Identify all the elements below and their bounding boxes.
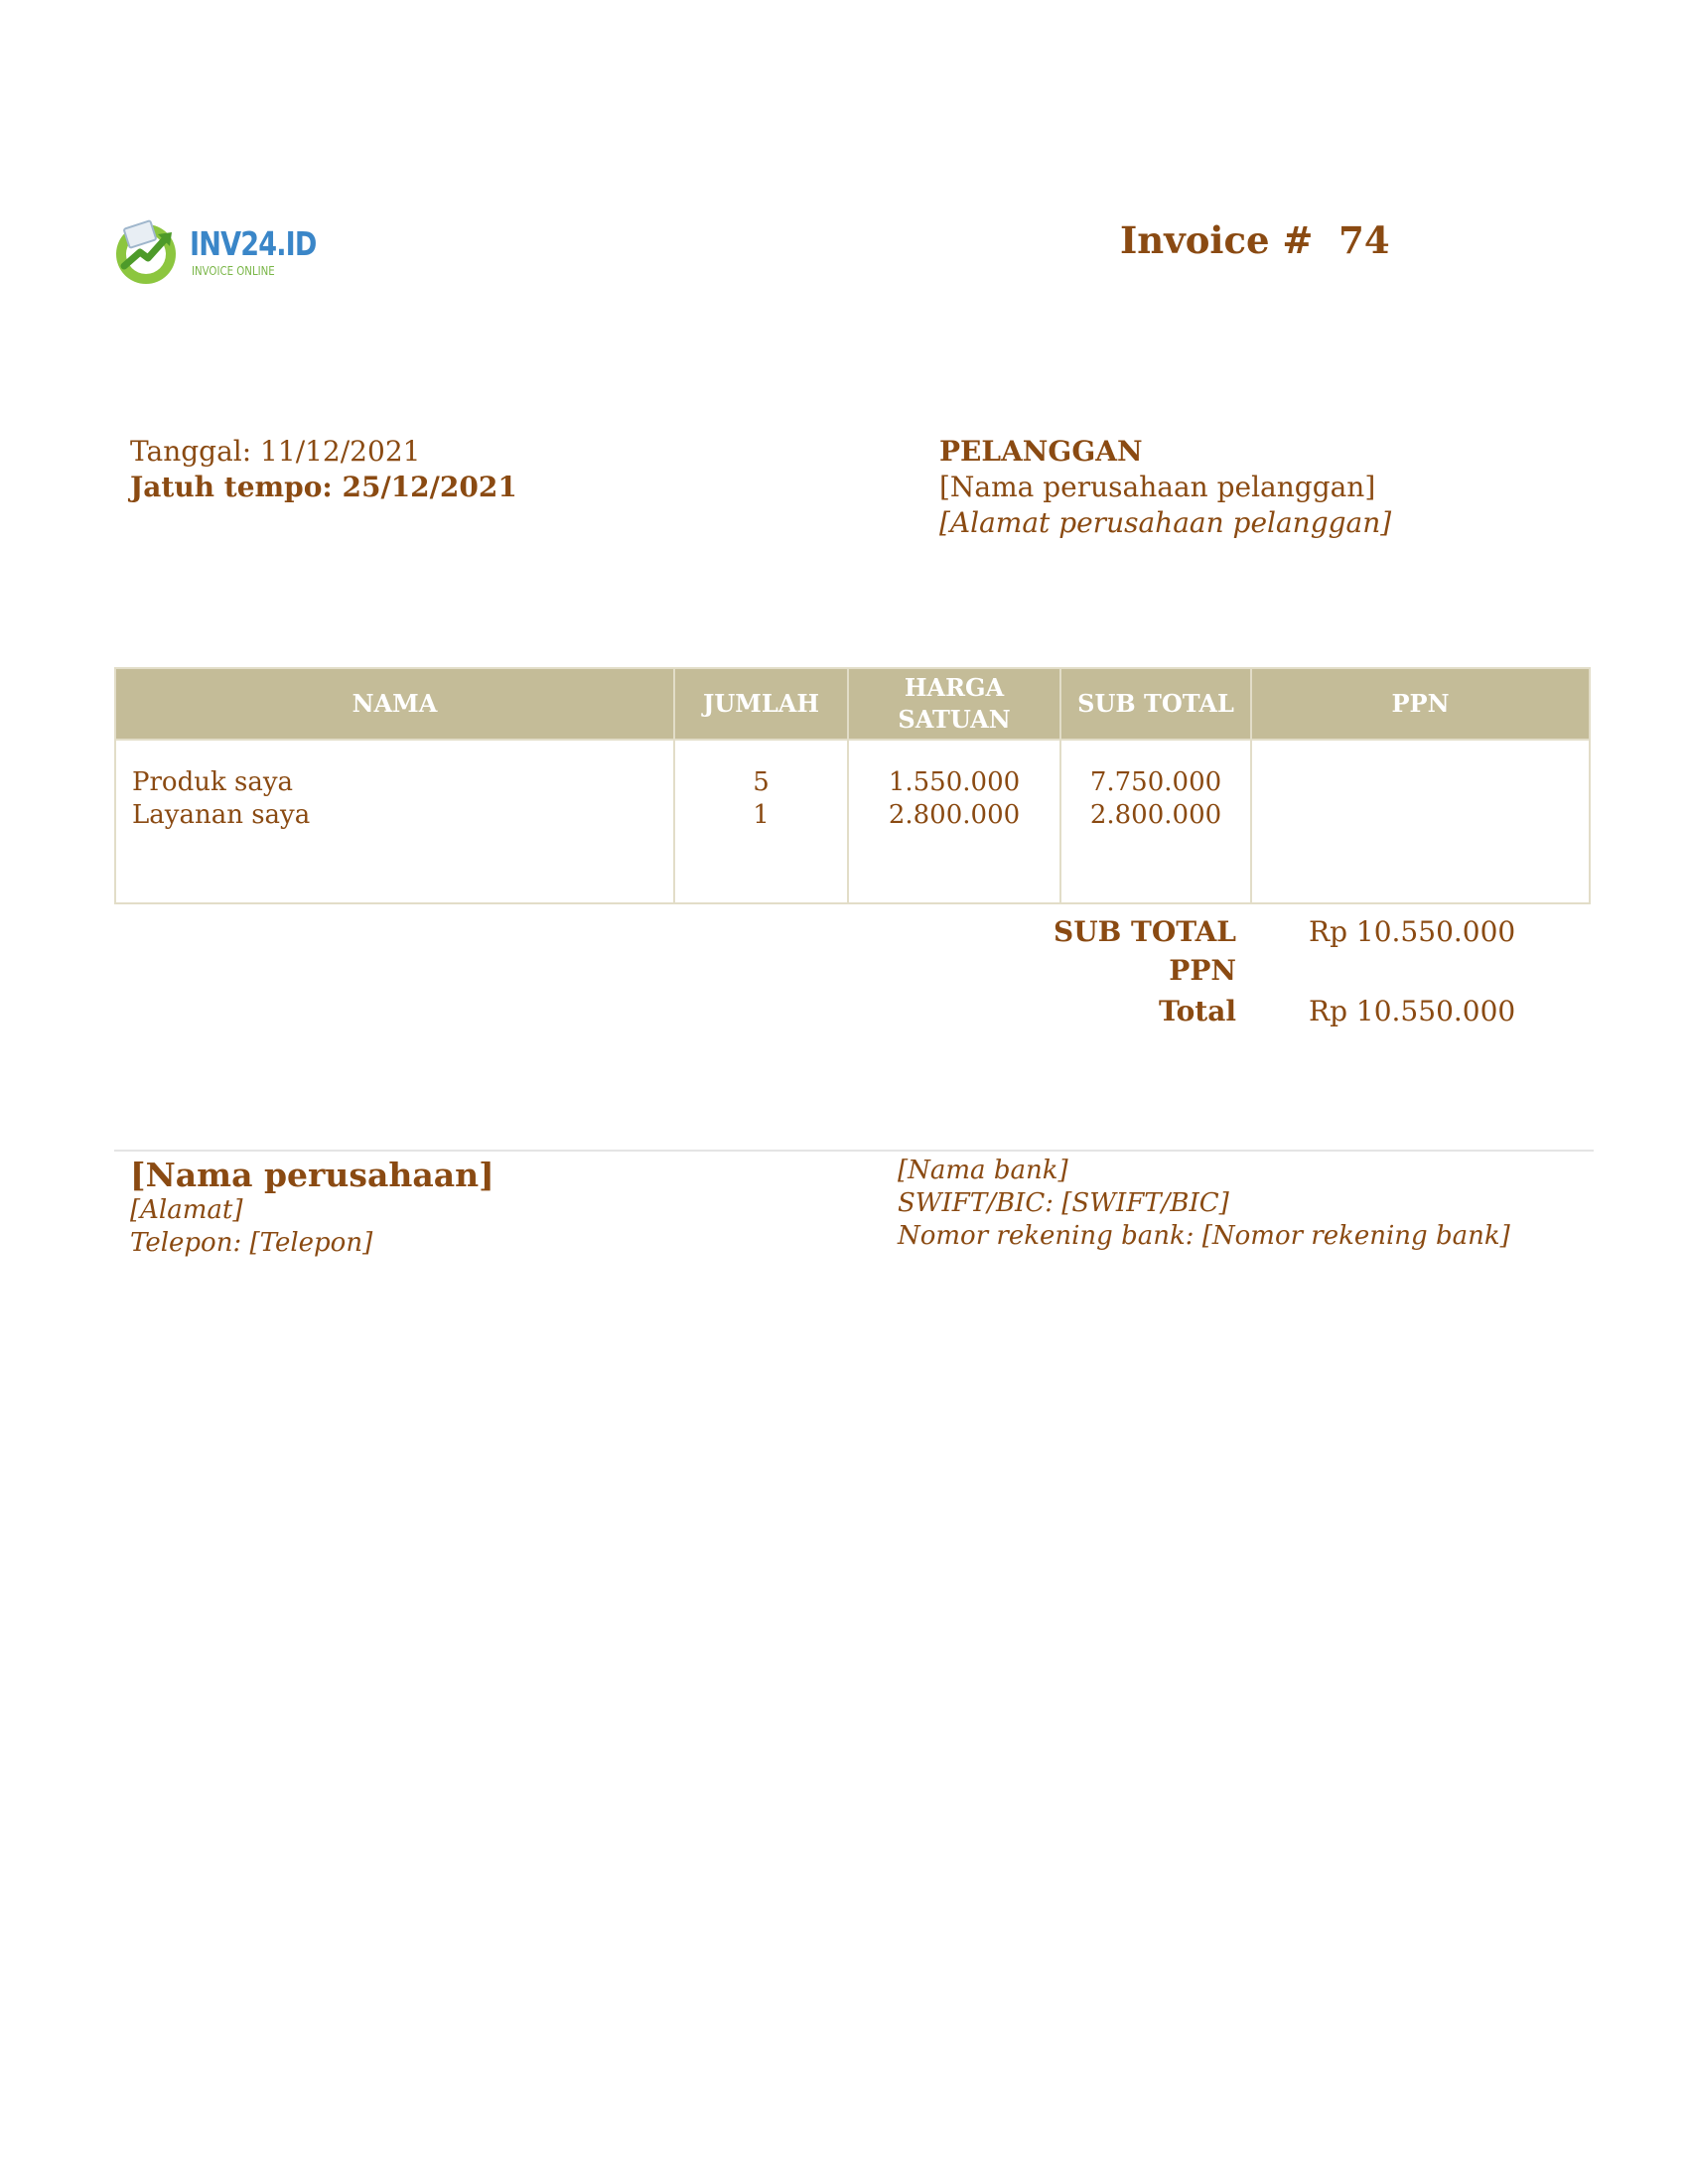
item-unit-price: 1.550.000	[888, 767, 1021, 797]
due-date: Jatuh tempo: 25/12/2021	[130, 471, 517, 503]
item-name: Produk saya	[132, 767, 294, 797]
customer-address: [Alamat perusahaan pelanggan]	[939, 506, 1392, 539]
total-value: Rp 10.550.000	[1309, 995, 1516, 1027]
footer-divider	[114, 1150, 1594, 1152]
logo-tagline: INVOICE ONLINE	[192, 264, 275, 278]
company-logo	[114, 216, 317, 288]
cell-jumlah	[674, 740, 848, 903]
invoice-title: Invoice # 74	[1120, 218, 1390, 262]
item-subtotal: 7.750.000	[1089, 767, 1222, 797]
customer-name: [Nama perusahaan pelanggan]	[939, 471, 1376, 503]
column-header-jumlah: JUMLAH	[674, 668, 848, 740]
subtotal-label: SUB TOTAL	[1054, 915, 1236, 948]
company-name: [Nama perusahaan]	[130, 1156, 494, 1194]
total-label: Total	[1158, 995, 1236, 1027]
item-subtotal: 2.800.000	[1089, 800, 1222, 830]
item-quantity: 1	[753, 800, 770, 830]
table-header-row	[115, 668, 1590, 740]
item-quantity: 5	[753, 767, 770, 797]
item-unit-price: 2.800.000	[888, 800, 1021, 830]
logo-mark-icon	[114, 216, 186, 288]
cell-harga-satuan	[848, 740, 1060, 903]
table-row	[115, 740, 1590, 903]
item-name: Layanan saya	[132, 800, 311, 830]
subtotal-value: Rp 10.550.000	[1309, 915, 1516, 948]
company-address: [Alamat]	[130, 1195, 243, 1225]
column-header-ppn: PPN	[1251, 668, 1590, 740]
customer-heading: PELANGGAN	[939, 435, 1143, 468]
items-table	[114, 667, 1591, 904]
logo-text: INV24.ID	[190, 224, 317, 263]
ppn-label: PPN	[1169, 954, 1236, 987]
cell-subtotal	[1060, 740, 1251, 903]
bank-swift: SWIFT/BIC: [SWIFT/BIC]	[898, 1188, 1229, 1218]
company-phone: Telepon: [Telepon]	[130, 1228, 373, 1258]
column-header-harga-satuan	[848, 668, 1060, 740]
column-header-nama: NAMA	[115, 668, 674, 740]
invoice-date: Tanggal: 11/12/2021	[130, 435, 421, 468]
bank-account: Nomor rekening bank: [Nomor rekening bank]	[898, 1221, 1510, 1251]
column-header-subtotal: SUB TOTAL	[1060, 668, 1251, 740]
bank-name: [Nama bank]	[898, 1156, 1068, 1185]
harga-header-line1: HARGA	[904, 673, 1005, 702]
cell-nama	[115, 740, 674, 903]
cell-ppn	[1251, 740, 1590, 903]
harga-header-line2: SATUAN	[898, 705, 1011, 734]
